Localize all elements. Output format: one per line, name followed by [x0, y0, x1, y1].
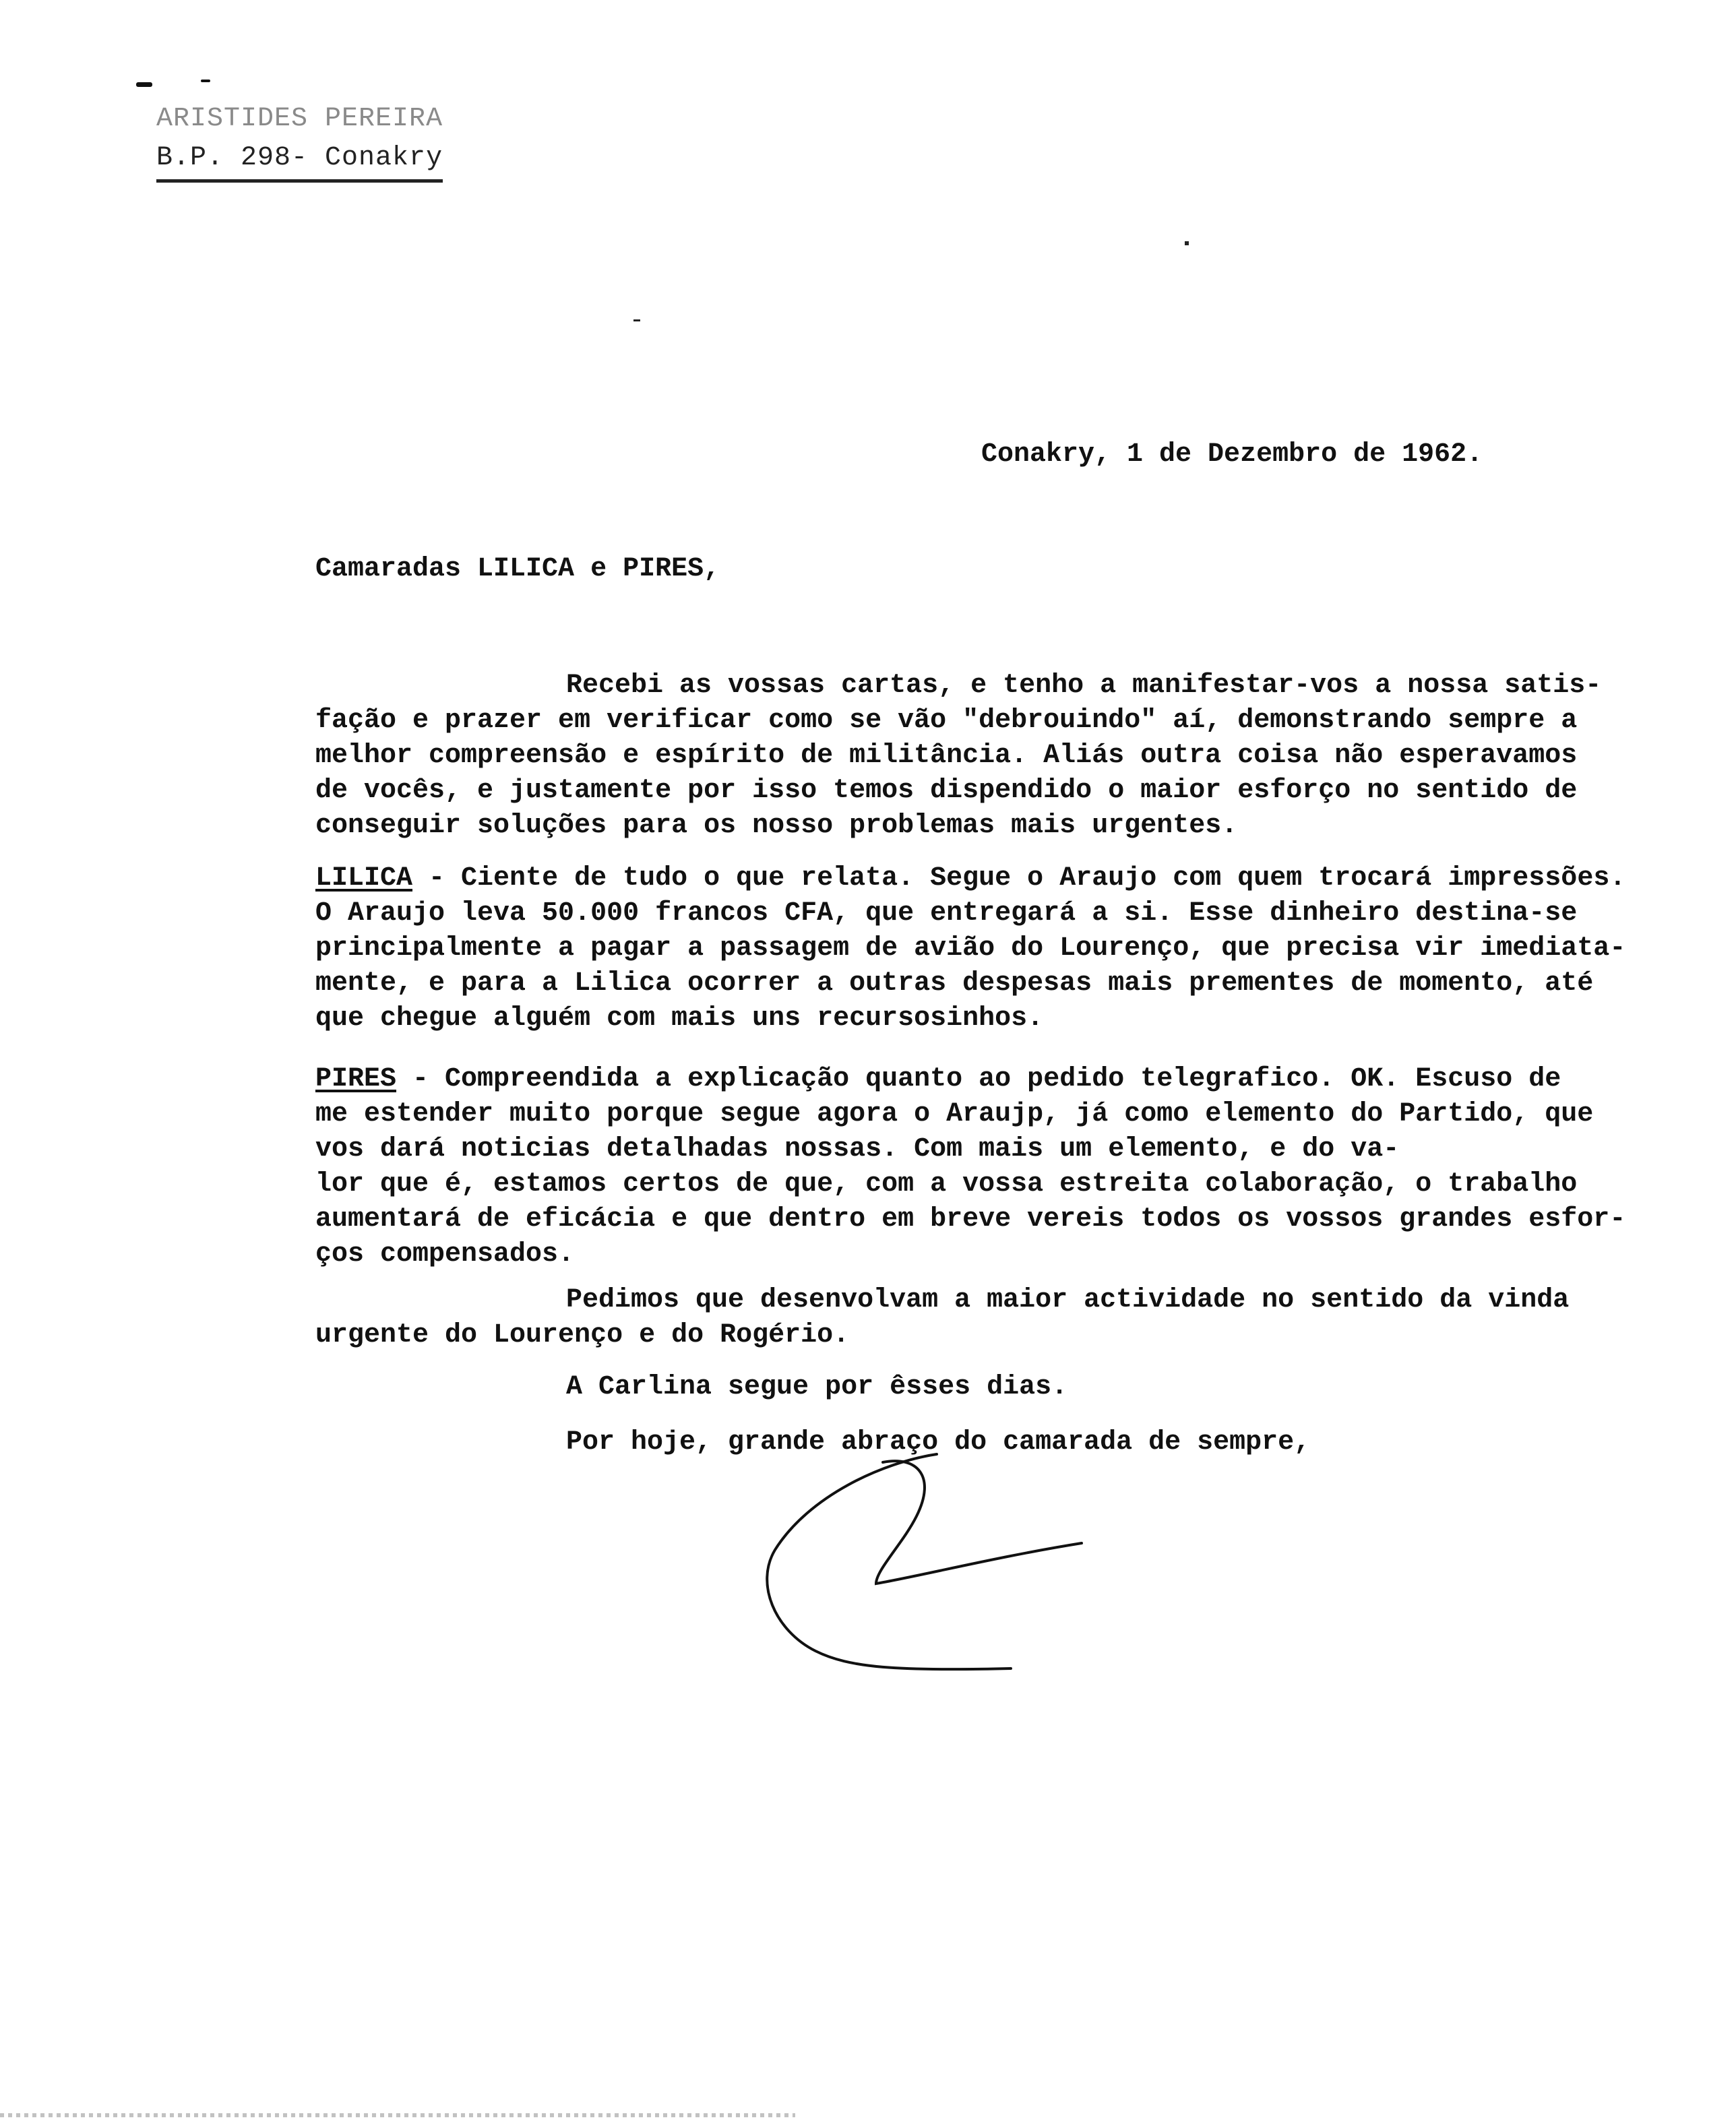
text-line: [315, 1062, 1596, 1097]
text-line: urgente do Lourenço e do Rogério.: [315, 1320, 850, 1350]
text-line: me estender muito porque segue agora o Araujp, já como elemento do Partido, que: [315, 1099, 1594, 1129]
paragraph-intro: [315, 668, 1602, 844]
text-line: principalmente a pagar a passagem de avião do Lourenço, que precisa vir imediata-: [315, 933, 1626, 964]
text-line: ços compensados.: [315, 1239, 575, 1270]
text-line: lor que é, estamos certos de que, com a vossa estreita colaboração, o trabalho: [315, 1169, 1578, 1199]
pires-label: PIRES: [315, 1064, 397, 1094]
salutation: Camaradas LILICA e PIRES,: [315, 554, 720, 584]
sender-address: B.P. 298- Conakry: [156, 139, 443, 183]
text-line: de vocês, e justamente por isso temos dispendido o maior esforço no sentido de: [315, 776, 1578, 806]
ink-speck: [1185, 241, 1189, 245]
text-line: fação e prazer em verificar como se vão "debrouindo" aí, demonstrando sempre a: [315, 706, 1578, 736]
carlina-line: A Carlina segue por êsses dias.: [566, 1372, 1068, 1402]
text-line: conseguir soluções para os nosso problemas mais urgentes.: [315, 811, 1238, 841]
text-line: O Araujo leva 50.000 francos CFA, que entregará a si. Esse dinheiro destina-se: [315, 898, 1578, 929]
text-line: Recebi as vossas cartas, e tenho a manifestar-vos a nossa satis-: [566, 670, 1602, 701]
ink-speck: [633, 319, 640, 321]
paragraph-lilica: [315, 861, 1626, 1036]
text-line: Pedimos que desenvolvam a maior actividade no sentido da vinda: [566, 1285, 1570, 1315]
text-line: vos dará noticias detalhadas nossas. Com mais um elemento, e do va-: [315, 1134, 1400, 1164]
paragraph-request: [315, 1283, 1596, 1353]
text-line: que chegue alguém com mais uns recursosinhos.: [315, 1003, 1044, 1034]
ink-mark: [201, 80, 210, 82]
sender-name: ARISTIDES PEREIRA: [156, 104, 443, 134]
letter-date: Conakry, 1 de Dezembro de 1962.: [981, 439, 1483, 470]
ink-mark: [136, 82, 152, 87]
lilica-label: LILICA: [315, 863, 413, 894]
closing-line: Por hoje, grande abraço do camarada de sempre,: [566, 1427, 1311, 1458]
text-line: [315, 861, 1626, 896]
text-line: melhor compreensão e espírito de militância. Aliás outra coisa não esperavamos: [315, 741, 1578, 771]
scan-edge-noise: [0, 2113, 795, 2117]
paragraph-pires: [315, 1062, 1626, 1272]
handwritten-signature: [714, 1435, 1092, 1678]
text-line-rest: - Compreendida a explicação quanto ao pedido telegrafico. OK. Escuso de: [396, 1064, 1561, 1094]
text-line-rest: - Ciente de tudo o que relata. Segue o Araujo com quem trocará impressões.: [412, 863, 1626, 894]
text-line: aumentará de eficácia e que dentro em breve vereis todos os vossos grandes esfor-: [315, 1204, 1626, 1235]
text-line: mente, e para a Lilica ocorrer a outras despesas mais prementes de momento, até: [315, 968, 1594, 999]
sender-block: [156, 100, 443, 183]
